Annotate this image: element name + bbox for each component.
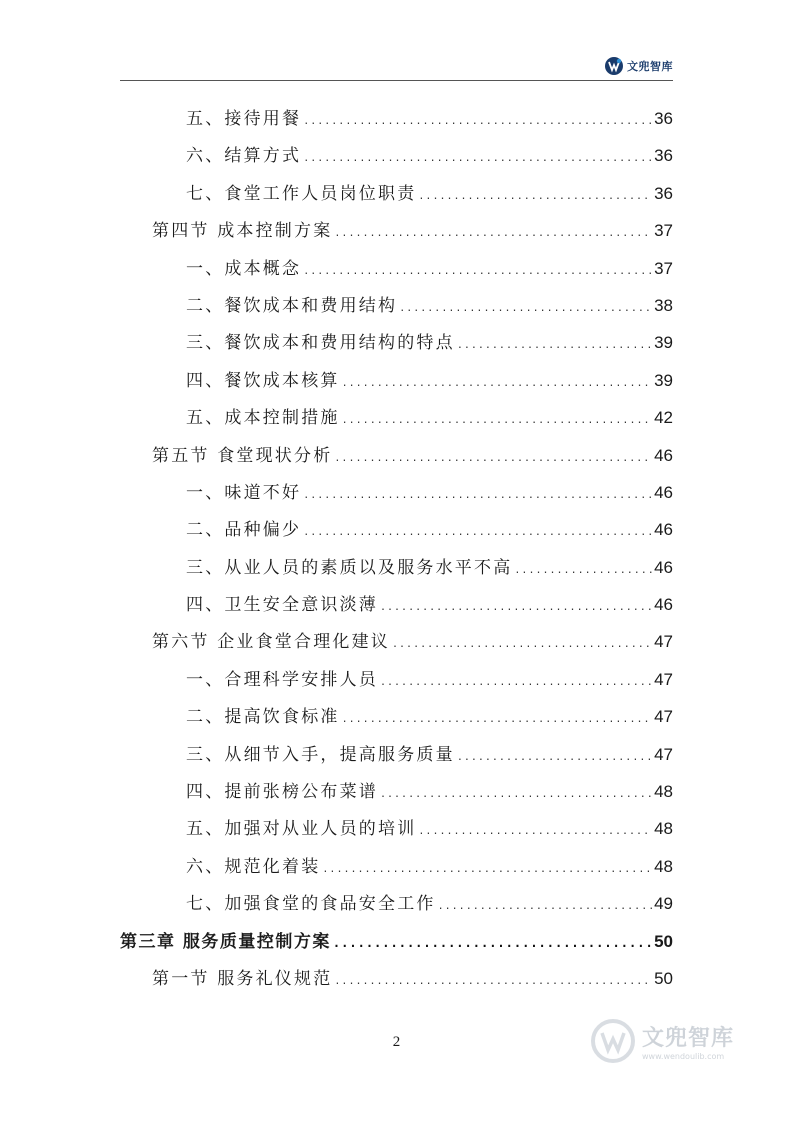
toc-entry-label: 第一节 服务礼仪规范 [152,968,333,989]
toc-entry[interactable] [120,474,673,511]
toc-entry-page: 39 [654,370,673,390]
toc-dot-leader [380,664,652,701]
toc-entry-label: 四、卫生安全意识淡薄 [186,595,378,616]
toc-entry-page: 50 [654,968,673,988]
toc-entry[interactable] [120,511,673,548]
toc-entry-page: 46 [654,520,673,540]
toc-entry-label: 五、成本控制措施 [186,408,340,429]
toc-entry-page: 46 [654,557,673,577]
toc-entry-label: 第五节 食堂现状分析 [152,445,333,466]
toc-entry[interactable] [120,586,673,623]
toc-entry-label: 一、成本概念 [186,258,302,279]
toc-entry-page: 47 [654,707,673,727]
toc-entry[interactable] [120,324,673,361]
toc-entry-label: 五、加强对从业人员的培训 [186,819,417,840]
toc-entry-label: 七、加强食堂的食品安全工作 [186,894,436,915]
toc-entry-page: 37 [654,258,673,278]
toc-entry[interactable] [120,175,673,212]
toc-entry-page: 36 [654,109,673,128]
toc-entry[interactable] [120,661,673,698]
toc-entry-page: 48 [654,856,673,876]
toc-dot-leader [303,477,652,514]
toc-entry-page: 50 [654,931,673,951]
toc-entry-page: 39 [654,333,673,353]
header-logo [604,56,673,76]
toc-entry[interactable] [120,437,673,474]
toc-entry-label: 第四节 成本控制方案 [152,221,333,242]
watermark-brand: 文兜智库 [642,1026,735,1051]
toc-entry-page: 47 [654,669,673,689]
toc-entry[interactable] [120,698,673,735]
toc-entry-label: 二、品种偏少 [186,520,302,541]
toc-entry[interactable] [120,623,673,660]
toc-entry-label: 四、提前张榜公布菜谱 [186,782,378,803]
toc-entry-page: 48 [654,819,673,839]
toc-entry-label: 六、结算方式 [186,146,302,167]
toc-dot-leader [334,215,652,252]
toc-entry[interactable] [120,923,673,960]
toc-entry-label: 一、味道不好 [186,482,302,503]
watermark-url: www.wendoulib.com [642,1052,725,1061]
toc-entry-page: 36 [654,183,673,203]
toc-dot-leader [303,253,652,290]
toc-entry-label: 三、从业人员的素质以及服务水平不高 [186,557,513,578]
toc-dot-leader [380,776,652,813]
toc-dot-leader [333,925,652,962]
toc-entry[interactable] [120,549,673,586]
toc-entry-label: 第六节 企业食堂合理化建议 [152,632,391,653]
header-brand: 文兜智库 [627,60,673,73]
toc-entry-page: 46 [654,595,673,615]
toc-entry[interactable] [120,250,673,287]
toc-entry-label: 一、合理科学安排人员 [186,669,378,690]
toc-entry-page: 36 [654,146,673,166]
toc-dot-leader [303,140,652,177]
toc-dot-leader [342,402,652,439]
toc-entry[interactable] [120,212,673,249]
toc-entry-label: 二、提高饮食标准 [186,707,340,728]
toc-dot-leader [392,626,652,663]
toc-entry-label: 四、餐饮成本核算 [186,370,340,391]
toc-dot-leader [334,440,652,477]
toc-entry[interactable] [120,137,673,174]
toc-entry-label: 二、餐饮成本和费用结构 [186,295,398,316]
toc-entry-label: 七、食堂工作人员岗位职责 [186,183,417,204]
table-of-contents [120,100,673,997]
toc-entry-page: 47 [654,632,673,652]
wendou-logo-icon [604,56,624,76]
toc-entry[interactable] [120,399,673,436]
toc-entry-page: 46 [654,445,673,465]
page-header [120,54,673,81]
toc-entry[interactable] [120,773,673,810]
toc-entry-page: 49 [654,894,673,914]
toc-dot-leader [322,851,652,888]
watermark [590,1018,734,1064]
toc-dot-leader [334,963,652,1000]
toc-dot-leader [342,701,652,738]
toc-entry-page: 37 [654,221,673,241]
toc-entry[interactable] [120,885,673,922]
toc-entry-label: 六、规范化着装 [186,856,321,877]
toc-dot-leader [418,813,652,850]
page-number: 2 [392,1034,401,1050]
toc-entry[interactable] [120,848,673,885]
toc-dot-leader [399,290,652,327]
toc-entry[interactable] [120,287,673,324]
toc-entry[interactable] [120,736,673,773]
toc-dot-leader [303,514,652,551]
toc-entry-page: 42 [654,408,673,428]
watermark-logo-icon [590,1018,636,1064]
toc-entry[interactable] [120,362,673,399]
toc-dot-leader [418,178,652,215]
toc-entry-label: 第三章 服务质量控制方案 [120,931,331,952]
toc-dot-leader [342,365,652,402]
toc-dot-leader [514,552,652,589]
toc-entry[interactable] [120,810,673,847]
toc-dot-leader [380,589,652,626]
toc-dot-leader [457,327,652,364]
toc-dot-leader [457,739,652,776]
toc-entry-label: 三、从细节入手，提高服务质量 [186,744,455,765]
toc-entry[interactable] [120,960,673,997]
toc-dot-leader [438,888,652,925]
toc-entry-page: 48 [654,782,673,802]
toc-dot-leader [303,103,652,140]
toc-entry-page: 38 [654,295,673,315]
toc-entry-page: 46 [654,482,673,502]
toc-entry[interactable] [120,100,673,137]
toc-entry-label: 三、餐饮成本和费用结构的特点 [186,333,455,354]
toc-entry-label: 五、接待用餐 [186,109,302,129]
toc-entry-page: 47 [654,744,673,764]
